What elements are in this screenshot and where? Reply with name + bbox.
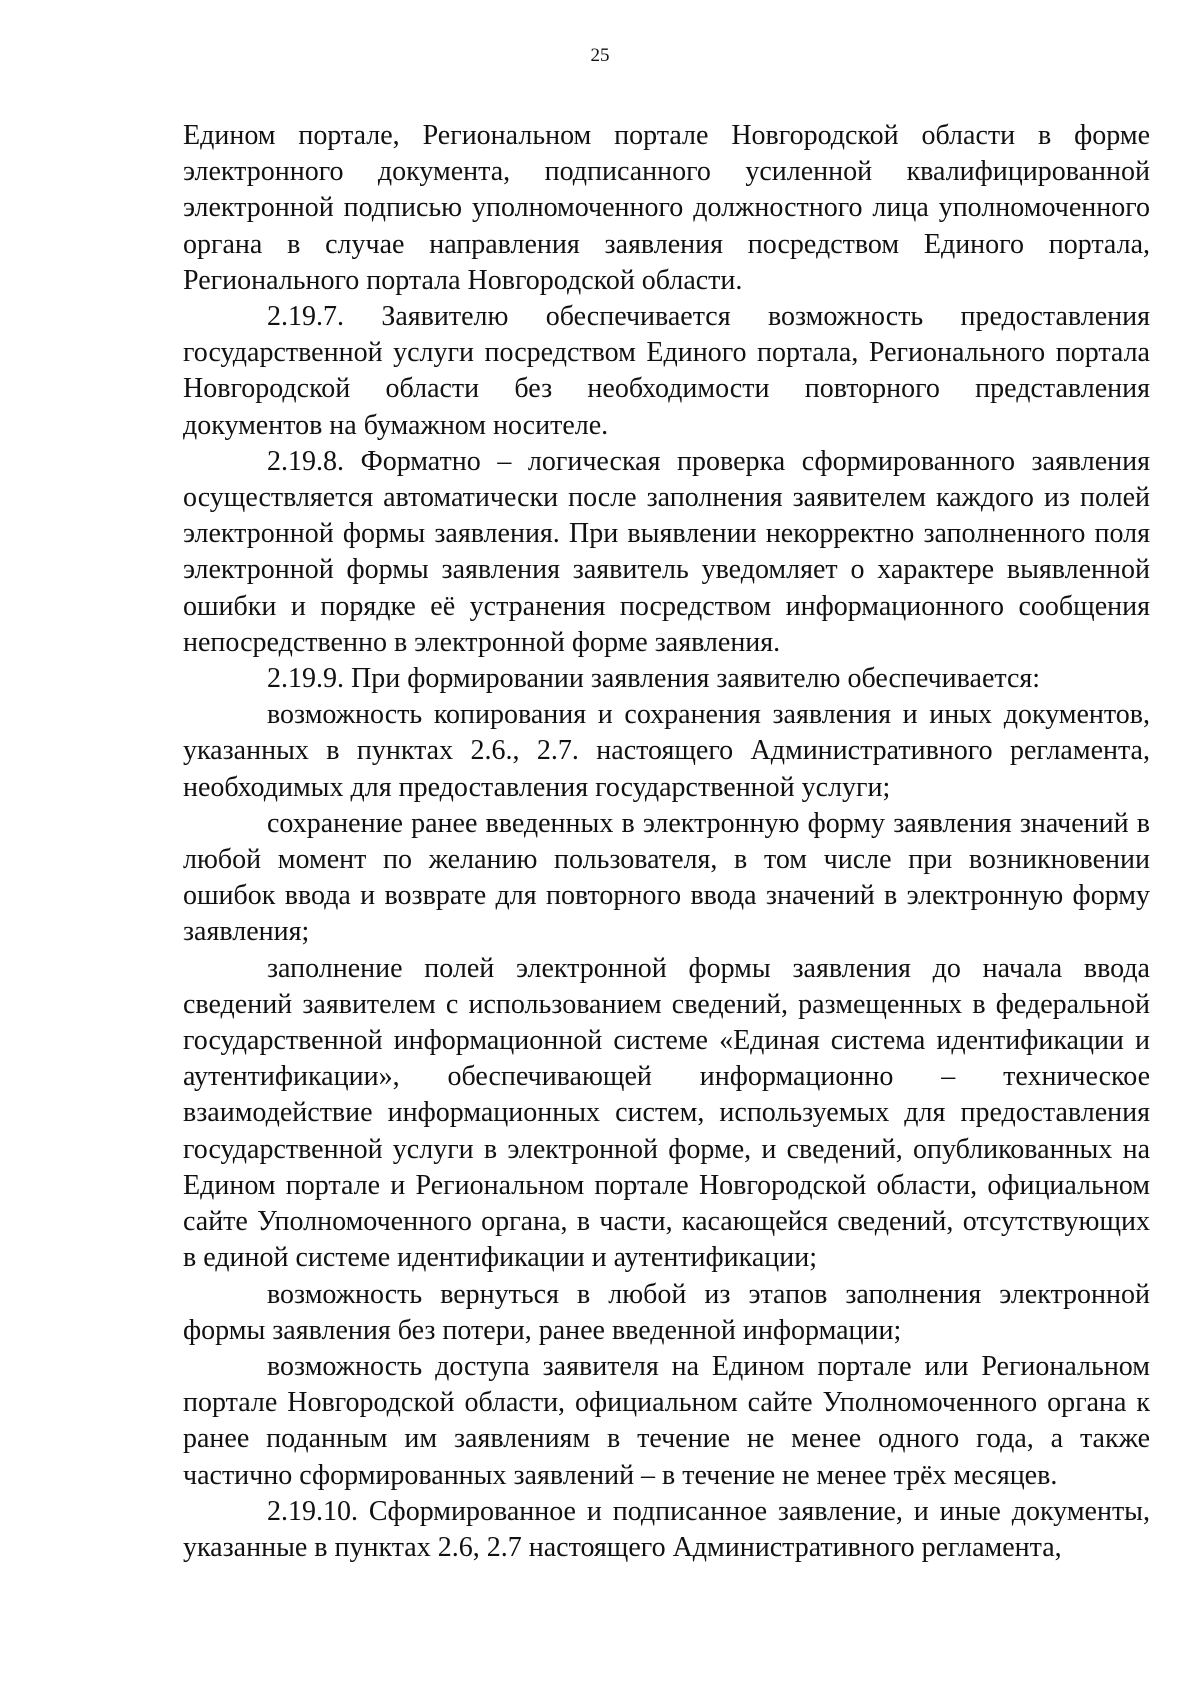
paragraph-2-19-8: 2.19.8. Форматно – логическая проверка сформированного заявления осуществляется автоматически после заполнения заявителем каждого из полей электронной формы заявления. При выявлении некорректно заполненного поля электронной формы заявления заявитель уведомляет о характере выявленной ошибки и порядке её устранения посредством информационного сообщения непосредственно в электронной форме заявления. xyxy=(183,445,1150,658)
list-item-save-values: сохранение ранее введенных в электронную форму заявления значений в любой момент по желанию пользователя, в том числе при возникновении ошибок ввода и возврате для повторного ввода значений в электронную форму заявления; xyxy=(183,807,1150,948)
paragraph-2-19-9: 2.19.9. При формировании заявления заявителю обеспечивается: xyxy=(267,663,1041,695)
paragraph-continuation: Едином портале, Региональном портале Новгородской области в форме электронного документа, подписанного усиленной квалифицированной электронной подписью уполномоченного должностного лица уполномоченного органа в случае направления заявления посредством Единого портала, Регионального портала Новгородской области. xyxy=(183,120,1150,296)
list-item-return-step: возможность вернуться в любой из этапов заполнения электронной формы заявления без потери, ранее введенной информации; xyxy=(183,1278,1150,1346)
page-number: 25 xyxy=(590,45,610,66)
list-item-copy-save: возможность копирования и сохранения заявления и иных документов, указанных в пунктах 2.6., 2.7. настоящего Административного регламента, необходимых для предоставления государственной услуги; xyxy=(183,699,1150,803)
paragraph-2-19-10: 2.19.10. Сформированное и подписанное заявление, и иные документы, указанные в пунктах 2.6, 2.7 настоящего Административного регламента, xyxy=(183,1495,1150,1563)
document-body xyxy=(183,118,1150,1566)
list-item-access-history: возможность доступа заявителя на Едином портале или Региональном портале Новгородской области, официальном сайте Уполномоченного органа к ранее поданным им заявлениям в течение не менее одного года, а также частично сформированных заявлений – в течение не менее трёх месяцев. xyxy=(183,1350,1150,1491)
paragraph-2-19-7: 2.19.7. Заявителю обеспечивается возможность предоставления государственной услуги посредством Единого портала, Регионального портала Новгородской области без необходимости повторного представления документов на бумажном носителе. xyxy=(183,301,1150,441)
list-item-autofill: заполнение полей электронной формы заявления до начала ввода сведений заявителем с использованием сведений, размещенных в федеральной государственной информационной системе «Единая система идентификации и аутентификации», обеспечивающей информационно – техническое взаимодействие информационных систем, используемых для предоставления государственной услуги в электронной форме, и сведений, опубликованных на Едином портале и Региональном портале Новгородской области, официальном сайте Уполномоченного органа, в части, касающейся сведений, отсутствующих в единой системе идентификации и аутентификации; xyxy=(183,952,1150,1274)
